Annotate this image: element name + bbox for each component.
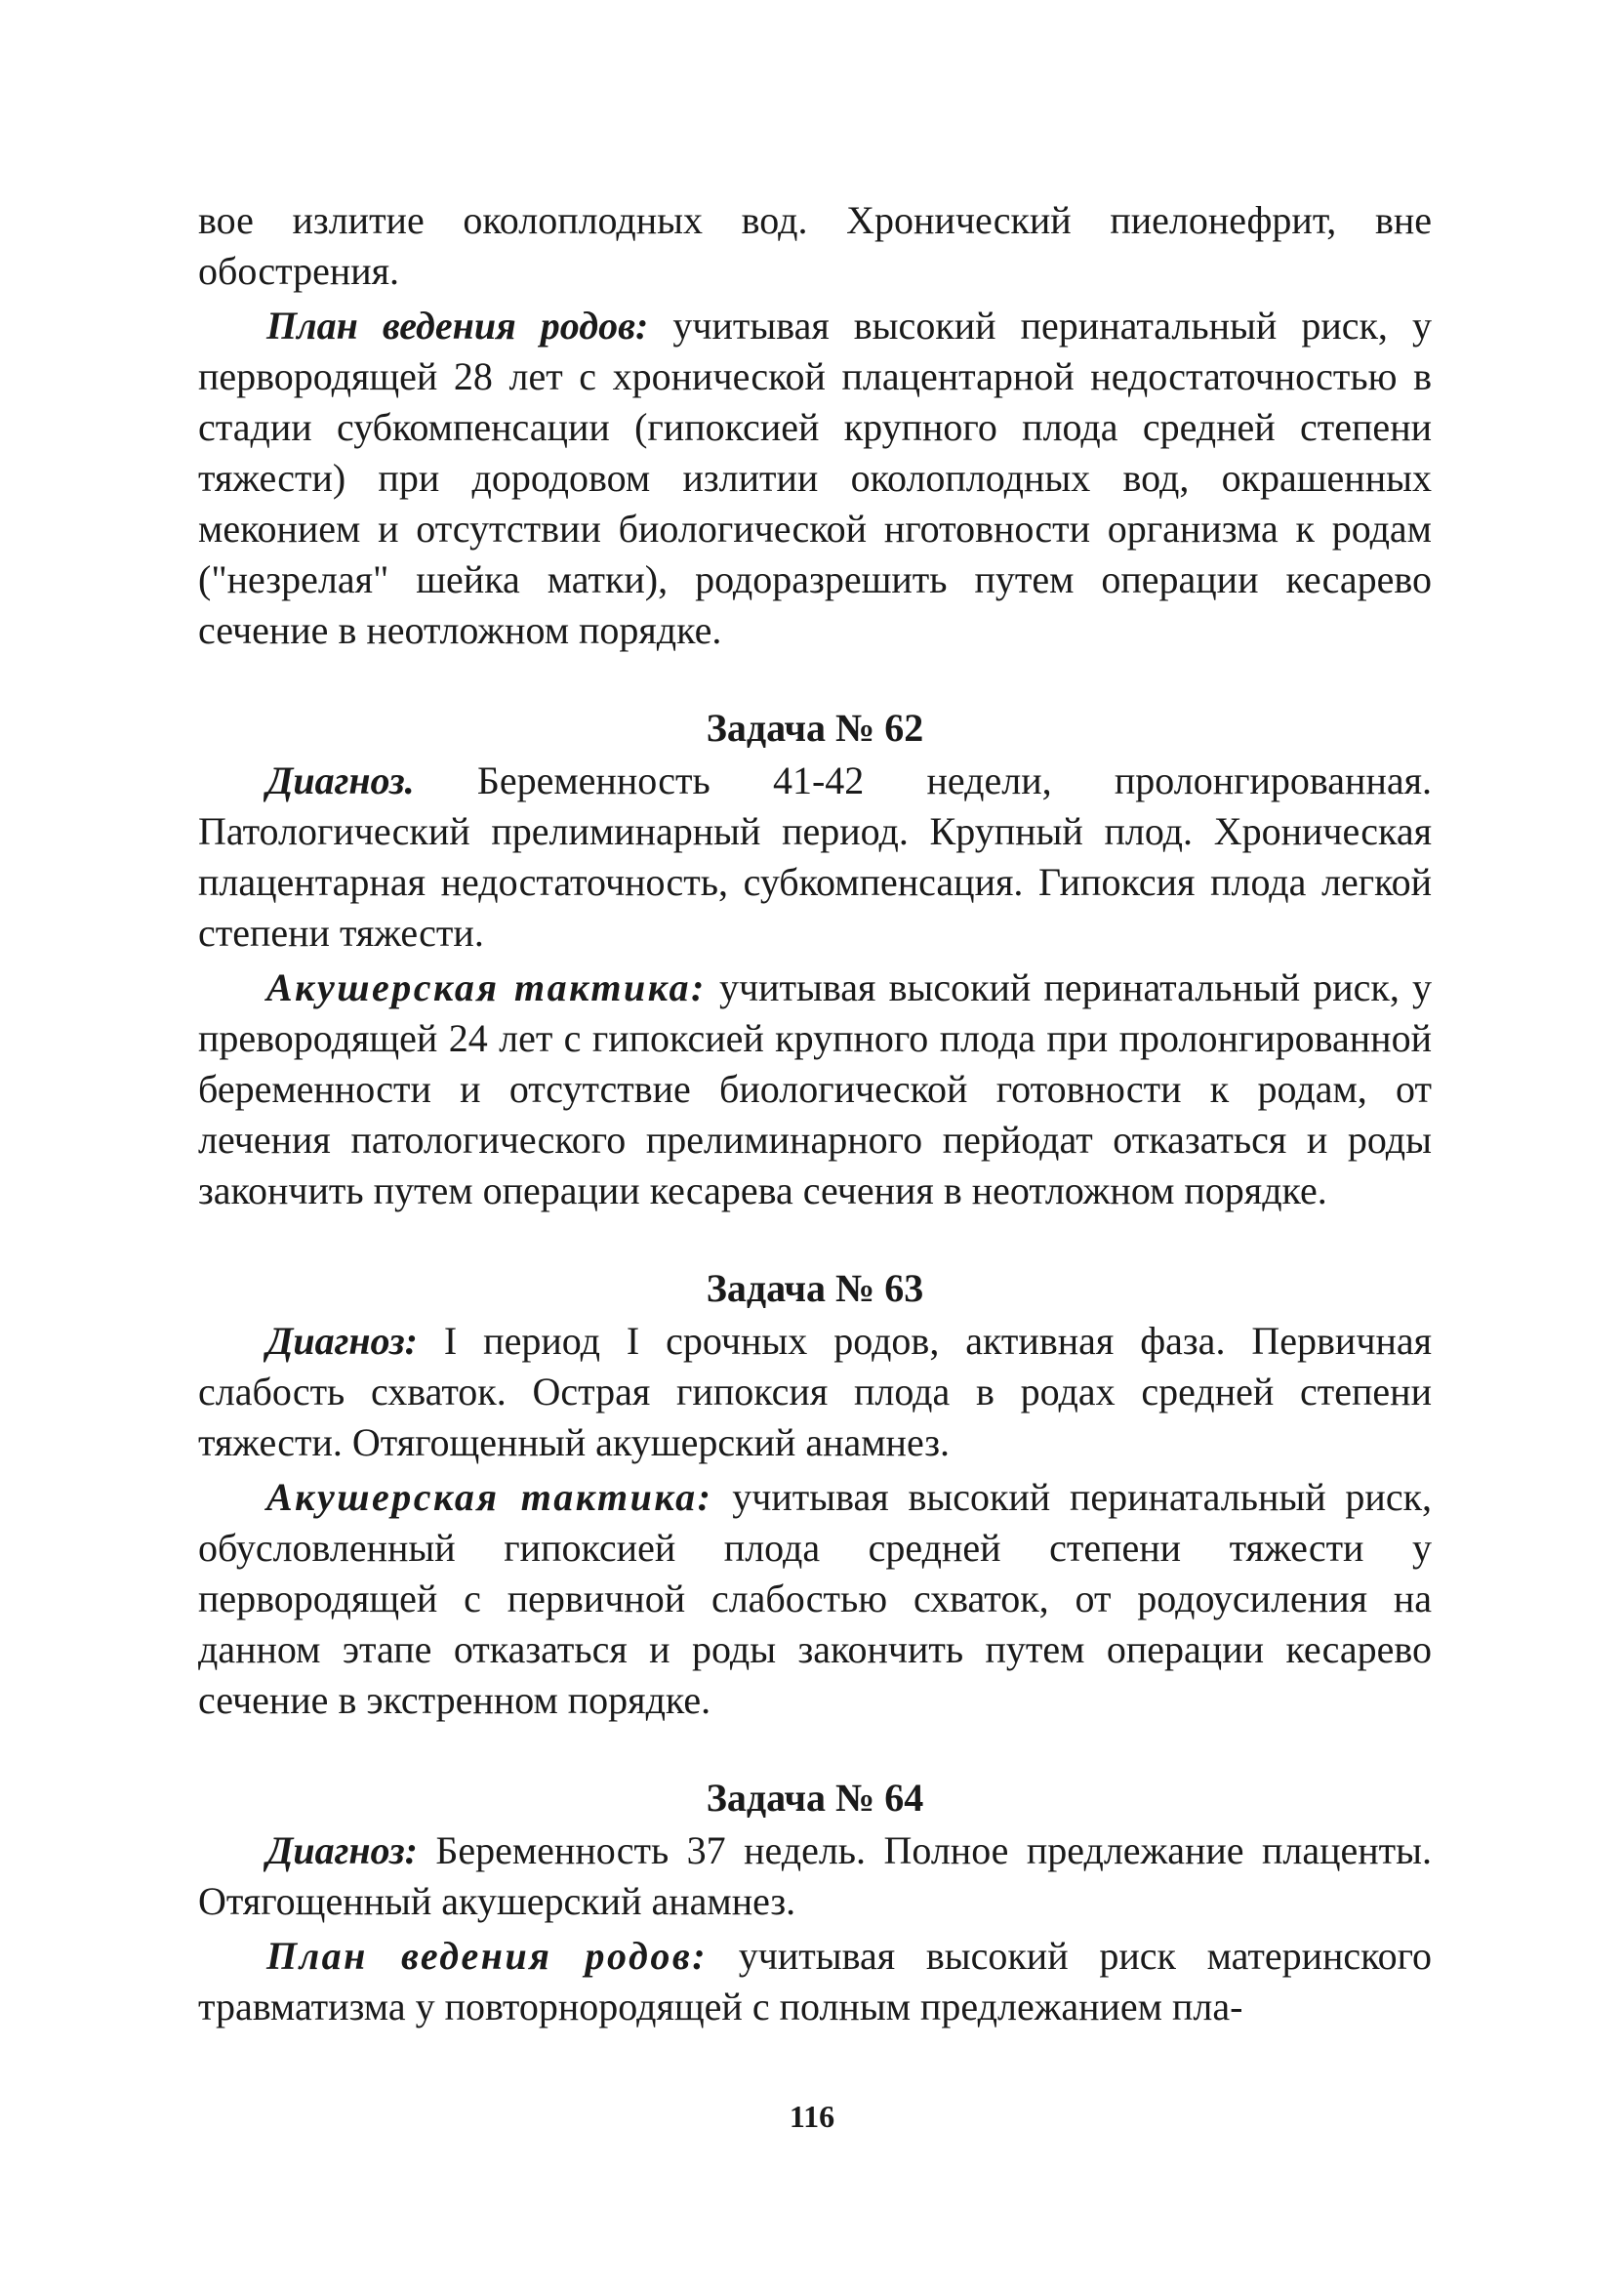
task-64-diagnosis bbox=[198, 1825, 1432, 1927]
plan-text: учитывая высокий риск материнского травматизма у повторнородящей с полным предлежанием пла- bbox=[198, 1934, 1432, 2028]
diagnosis-label: Диагноз: bbox=[266, 1828, 418, 1872]
task-62-diagnosis bbox=[198, 756, 1432, 959]
task-64-title: Задача № 64 bbox=[706, 1776, 924, 1820]
task-62-tactics bbox=[198, 963, 1432, 1216]
tactics-label: Акушерская тактика: bbox=[266, 1475, 713, 1519]
task-62-title: Задача № 62 bbox=[706, 706, 924, 750]
task-63-title: Задача № 63 bbox=[706, 1266, 924, 1310]
plan-label: План ведения родов: bbox=[266, 1934, 709, 1978]
tactics-label: Акушерская тактика: bbox=[266, 965, 707, 1009]
diagnosis-text: Беременность 41-42 недели, пролонгированная. Патологический прелиминарный период. Крупный плод. Хроническая плацентарная недостаточность, субкомпенсация. Гипоксия плода легкой степени тяжести. bbox=[198, 758, 1432, 955]
plan-text: учитывая высокий перинатальный риск, у первородящей 28 лет с хронической плацентарной недостаточностью в стадии субкомпенсации (гипоксией крупного плода средней степени тяжести) при дородовом излитии околоплодных вод, окрашенных меконием и отсутствии биологической нготовности организма к родам ("незрелая" шейка матки), родоразрешить путем операции кесарево сечение в неотложном порядке. bbox=[198, 304, 1432, 652]
plan-label: План ведения родов: bbox=[266, 304, 649, 348]
diagnosis-label: Диагноз. bbox=[266, 758, 415, 802]
intro-plan-paragraph bbox=[198, 301, 1432, 656]
tactics-text: учитывая высокий перинатальный риск, у превородящей 24 лет с гипоксией крупного плода при пролонгированной беременности и отсутствие биологической готовности к родам, от лечения патологического прелиминарного перйодат отказаться и роды закончить путем операции кесарева сечения в неотложном порядке. bbox=[198, 965, 1433, 1212]
intro-continuation: вое излитие околоплодных вод. Хронический пиелонефрит, вне обострения. bbox=[198, 198, 1432, 293]
diagnosis-text: I период I срочных родов, активная фаза. Первичная слабость схваток. Острая гипоксия плода в родах средней степени тяжести. Отягощенный акушерский анамнез. bbox=[198, 1319, 1432, 1464]
page-number: 116 bbox=[789, 2099, 835, 2134]
tactics-text: учитывая высокий перинатальный риск, обусловленный гипоксией плода средней степени тяжести у первородящей с первичной слабостью схваток, от родоусиления на данном этапе отказаться и роды закончить путем операции кесарево сечение в экстренном порядке. bbox=[198, 1475, 1433, 1722]
task-63-diagnosis bbox=[198, 1316, 1432, 1468]
diagnosis-label: Диагноз: bbox=[266, 1319, 418, 1363]
task-64-plan bbox=[198, 1931, 1432, 2032]
diagnosis-text: Беременность 37 недель. Полное предлежание плаценты. Отягощенный акушерский анамнез. bbox=[198, 1828, 1432, 1923]
task-63-tactics bbox=[198, 1472, 1432, 1726]
document-page bbox=[198, 195, 1432, 2032]
